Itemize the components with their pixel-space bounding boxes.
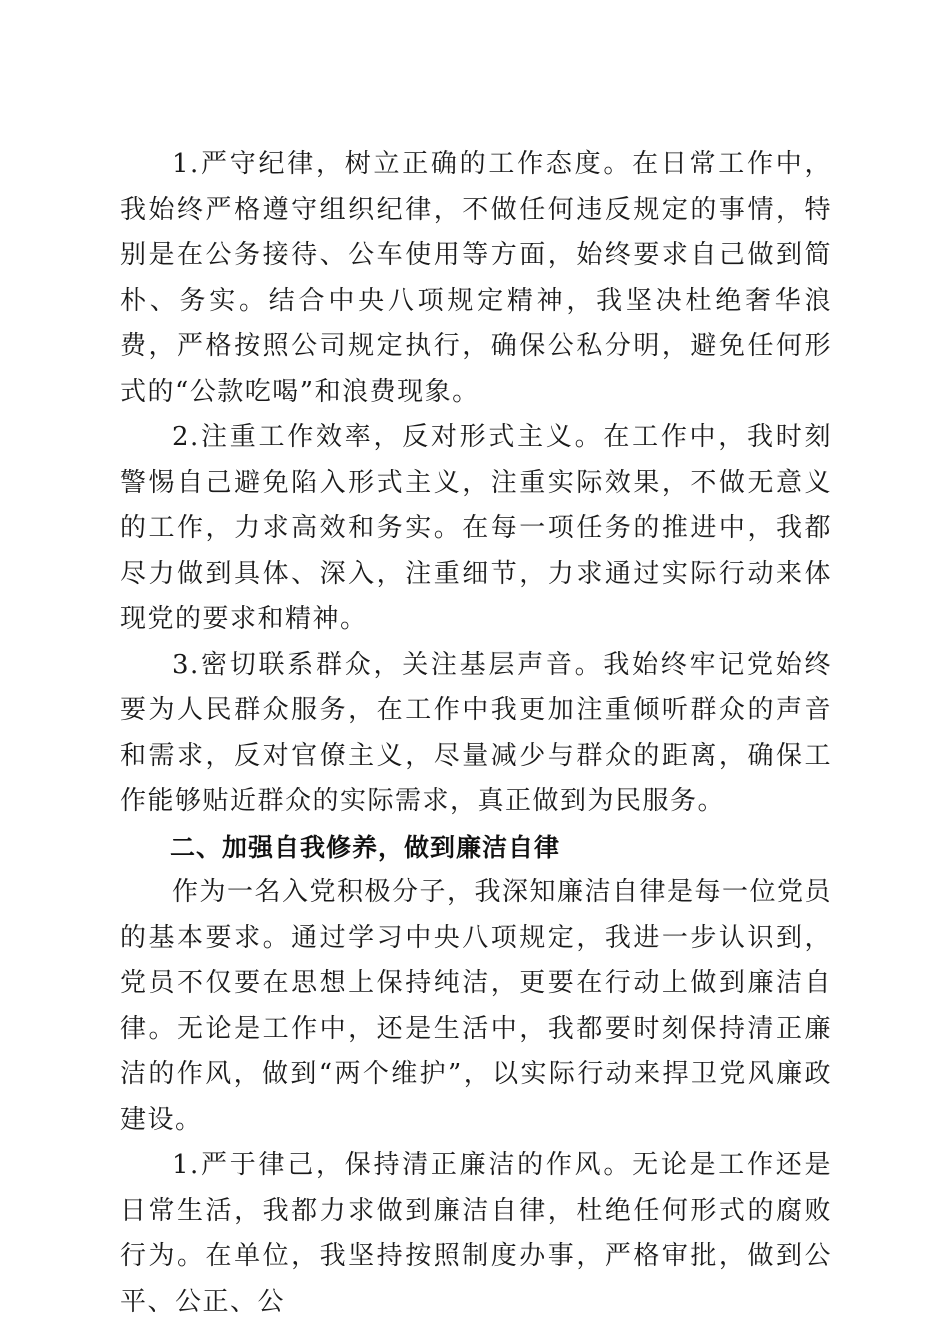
paragraph-work-efficiency: 2.注重工作效率，反对形式主义。在工作中，我时刻警惕自己避免陷入形式主义，注重实际效果，不做无意义的工作，力求高效和务实。在每一项任务的推进中，我都尽力做到具体、深入，注重细节，力求通过实际行动来体现党的要求和精神。 — [120, 422, 832, 634]
paragraph-strict-discipline: 1.严守纪律，树立正确的工作态度。在日常工作中，我始终严格遵守组织纪律，不做任何违反规定的事情，特别是在公务接待、公车使用等方面，始终要求自己做到简朴、务实。结合中央八项规定精神，我坚决杜绝奢华浪费，严格按照公司规定执行，确保公私分明，避免任何形式的“公款吃喝”和浪费现象。 — [120, 149, 832, 407]
document-body — [120, 142, 832, 1325]
paragraph-connect-masses: 3.密切联系群众，关注基层声音。我始终牢记党始终要为人民群众服务，在工作中我更加注重倾听群众的声音和需求，反对官僚主义，尽量减少与群众的距离，确保工作能够贴近群众的实际需求，真正做到为民服务。 — [120, 649, 832, 816]
paragraph-self-discipline-intro: 作为一名入党积极分子，我深知廉洁自律是每一位党员的基本要求。通过学习中央八项规定，我进一步认识到，党员不仅要在思想上保持纯洁，更要在行动上做到廉洁自律。无论是工作中，还是生活中，我都要时刻保持清正廉洁的作风，做到“两个维护”，以实际行动来捍卫党风廉政建设。 — [120, 877, 833, 1135]
section-heading: 二、加强自我修养，做到廉洁自律 — [170, 832, 561, 862]
paragraph-strict-self: 1.严于律己，保持清正廉洁的作风。无论是工作还是日常生活，我都力求做到廉洁自律，杜绝任何形式的腐败行为。在单位，我坚持按照制度办事，严格审批，做到公平、公正、公 — [120, 1150, 832, 1317]
